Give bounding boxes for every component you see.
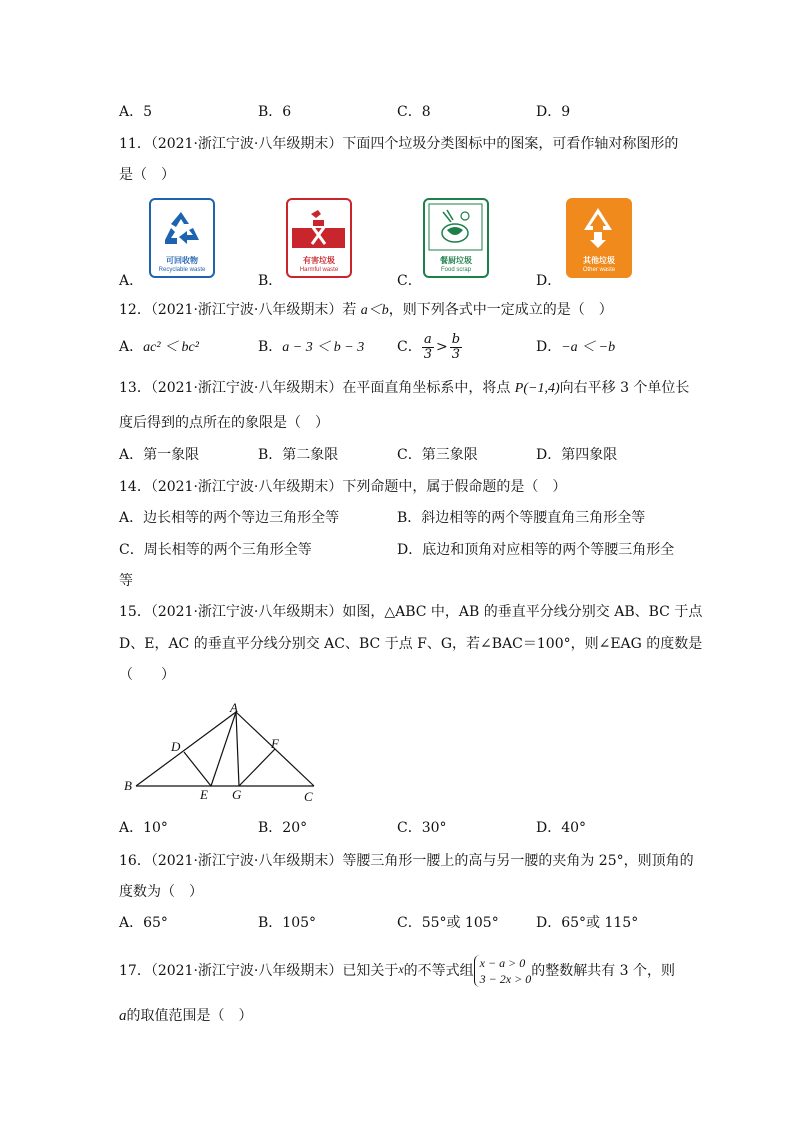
q14-stem: 14．（2021·浙江宁波·八年级期末）下列命题中，属于假命题的是（ ） bbox=[119, 479, 567, 495]
icon-other-sub: Other waste bbox=[582, 267, 616, 273]
q13-option-c: C．第三象限 bbox=[397, 447, 478, 463]
q16-stem-line1: 16．（2021·浙江宁波·八年级期末）等腰三角形一腰上的高与另一腰的夹角为 25°，则顶角的 bbox=[119, 853, 694, 869]
q13-option-a: A．第一象限 bbox=[119, 447, 200, 463]
q16-stem-line2: 度数为（ ） bbox=[119, 884, 203, 900]
q12-option-a: A．ac² ＜ bc² bbox=[119, 339, 199, 355]
q15-stem-line2: D、E，AC 的垂直平分线分别交 AC、BC 于点 F、G，若∠BAC＝100°，则∠EAG 的度数是 bbox=[119, 636, 703, 652]
q11-option-b: B． bbox=[258, 273, 283, 289]
q15-triangle-figure bbox=[118, 700, 338, 810]
q12-option-c: C． $\frac{a}{3}$ > $\frac{b}{3}$ bbox=[397, 331, 461, 362]
q10-option-b: B．6 bbox=[258, 104, 292, 120]
q15-option-c: C．30° bbox=[397, 820, 447, 836]
q11-option-d: D． bbox=[536, 273, 562, 289]
point-f-label: F bbox=[271, 736, 279, 751]
point-g-label: G bbox=[232, 787, 242, 802]
q17-stem-line1: 17．（2021·浙江宁波·八年级期末）已知关于x的不等式组 x − a > 0 3 − 2x > 0 的整数解共有 3 个，则 bbox=[119, 956, 676, 986]
icon-harmful-label: 有害垃圾 bbox=[303, 256, 335, 265]
recyclable-waste-icon bbox=[149, 198, 215, 278]
q16-option-b: B．105° bbox=[258, 915, 317, 931]
icon-food-label: 餐厨垃圾 bbox=[440, 256, 472, 265]
q12-option-b: B．a − 3 ＜ b − 3 bbox=[258, 339, 365, 355]
q13-option-b: B．第二象限 bbox=[258, 447, 339, 463]
q15-stem-line3: （ ） bbox=[119, 667, 175, 683]
vertex-a-label: A bbox=[230, 700, 238, 715]
point-e-label: E bbox=[200, 787, 208, 802]
q15-stem-line1: 15．（2021·浙江宁波·八年级期末）如图，△ABC 中，AB 的垂直平分线分别交 AB、BC 于点 bbox=[119, 604, 703, 620]
icon-recyclable-sub: Recyclable waste bbox=[158, 267, 206, 273]
icon-recyclable-label: 可回收物 bbox=[166, 256, 198, 265]
other-waste-icon bbox=[566, 198, 632, 278]
q10-option-a: A．5 bbox=[119, 104, 153, 120]
q15-option-b: B．20° bbox=[258, 820, 308, 836]
q11-option-c: C． bbox=[397, 273, 422, 289]
inequality-system: x − a > 0 3 − 2x > 0 bbox=[474, 955, 532, 987]
food-scrap-icon bbox=[423, 198, 489, 278]
q11-stem-line2: 是（ ） bbox=[119, 167, 175, 183]
vertex-c-label: C bbox=[304, 789, 313, 804]
q11-option-a: A． bbox=[119, 273, 144, 289]
q16-option-d: D．65°或 115° bbox=[536, 915, 639, 931]
q10-option-c: C．8 bbox=[397, 104, 431, 120]
q13-option-d: D．第四象限 bbox=[536, 447, 618, 463]
q13-stem-line1: 13．（2021·浙江宁波·八年级期末）在平面直角坐标系中，将点 P(−1,4)向右平移 3 个单位长 bbox=[119, 380, 690, 396]
q15-option-d: D．40° bbox=[536, 820, 587, 836]
point-d-label: D bbox=[171, 739, 181, 754]
vertex-b-label: B bbox=[124, 778, 132, 793]
q17-stem-line2: a的取值范围是（ ） bbox=[119, 1008, 253, 1024]
icon-food-sub: Food scrap bbox=[440, 267, 471, 273]
q14-option-d: D．底边和顶角对应相等的两个等腰三角形全 bbox=[397, 542, 675, 558]
q14-option-c: C．周长相等的两个三角形全等 bbox=[119, 542, 312, 558]
q14-option-a: A．边长相等的两个等边三角形全等 bbox=[119, 510, 340, 526]
q14-option-d-cont: 等 bbox=[119, 573, 133, 589]
q10-option-d: D．9 bbox=[536, 104, 571, 120]
q14-option-b: B．斜边相等的两个等腰直角三角形全等 bbox=[397, 510, 646, 526]
q12-stem: 12．（2021·浙江宁波·八年级期末）若 a＜b，则下列各式中一定成立的是（ ） bbox=[119, 302, 613, 318]
q16-option-c: C．55°或 105° bbox=[397, 915, 499, 931]
q15-option-a: A．10° bbox=[119, 820, 168, 836]
q12-option-d: D．−a ＜ −b bbox=[536, 339, 616, 355]
q11-stem-line1: 11．（2021·浙江宁波·八年级期末）下面四个垃圾分类图标中的图案，可看作轴对称图形的 bbox=[119, 136, 679, 152]
harmful-waste-icon bbox=[286, 198, 352, 278]
q16-option-a: A．65° bbox=[119, 915, 168, 931]
icon-other-label: 其他垃圾 bbox=[583, 256, 615, 265]
icon-harmful-sub: Harmful waste bbox=[299, 267, 339, 273]
q13-stem-line2: 度后得到的点所在的象限是（ ） bbox=[119, 415, 329, 431]
